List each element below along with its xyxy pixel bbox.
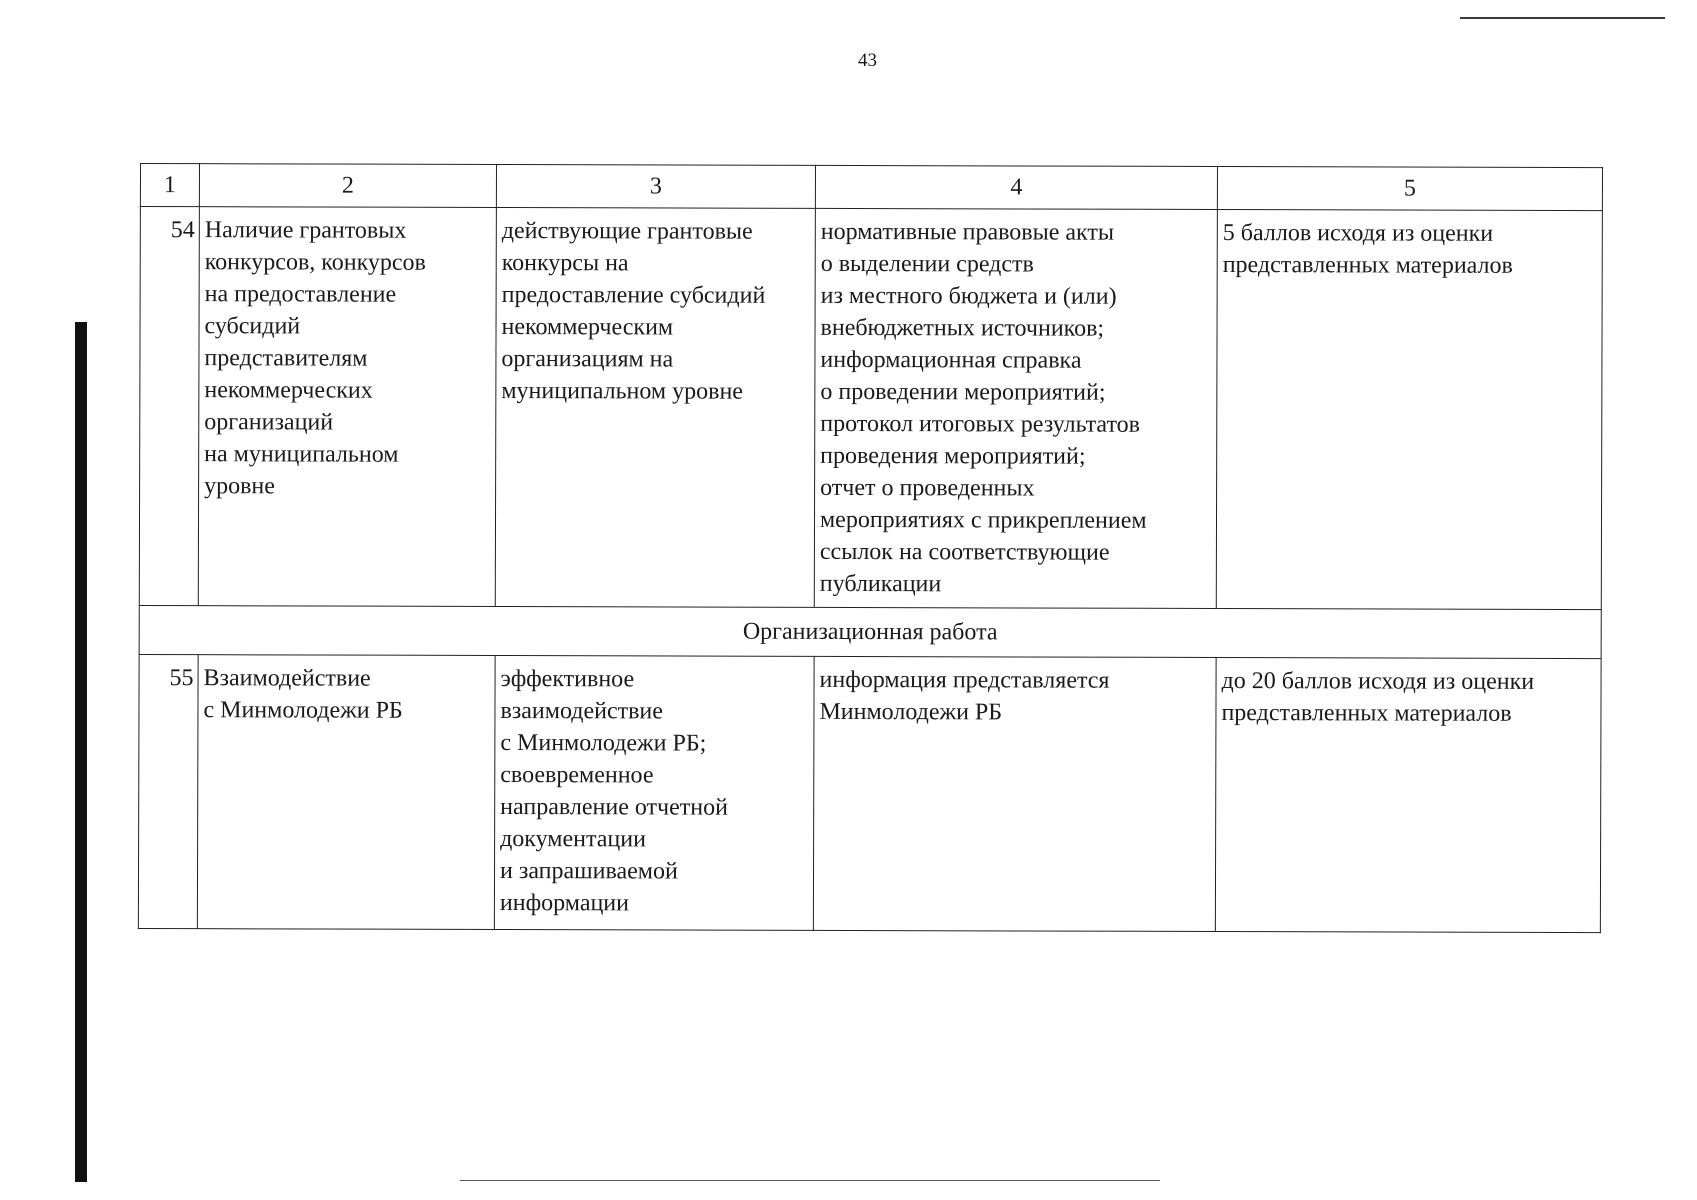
documents-line: из местного бюджета и (или) [820, 282, 1117, 310]
indicator-line: предоставление субсидий [501, 282, 766, 309]
score-line: представленных материалов [1221, 700, 1512, 727]
score-line: представленных материалов [1222, 252, 1513, 279]
score-cell [1215, 658, 1601, 933]
score-line: до 20 баллов исходя из оценки [1221, 668, 1535, 695]
indicator-line: с Минмолодежи РБ; [500, 730, 707, 757]
documents-line: мероприятиях с прикреплением [819, 506, 1147, 534]
table-row [138, 654, 1601, 932]
column-header-2: 2 [199, 164, 496, 208]
page-number: 43 [858, 50, 877, 71]
indicator-line: направление отчетной [500, 794, 728, 821]
scan-margin-bar [75, 322, 87, 1182]
row-number: 55 [138, 654, 198, 928]
score-line: 5 баллов исходя из оценки [1222, 220, 1494, 247]
table-row [139, 207, 1602, 610]
indicator-line: своевременное [500, 762, 654, 789]
column-header-3: 3 [496, 164, 815, 208]
documents-line: информация представляется [819, 666, 1110, 694]
documents-cell [813, 656, 1216, 931]
top-rule [1460, 17, 1665, 19]
criterion-line: уровне [204, 473, 275, 500]
indicator-line: и запрашиваемой [499, 858, 678, 885]
score-cell [1216, 210, 1602, 610]
documents-line: проведения мероприятий; [820, 442, 1086, 470]
column-header-4: 4 [815, 165, 1217, 209]
column-header-5: 5 [1217, 167, 1602, 211]
documents-cell [814, 208, 1217, 608]
documents-line: о выделении средств [820, 250, 1034, 278]
documents-line: публикации [819, 570, 942, 598]
row-number: 54 [139, 207, 199, 606]
criterion-line: некоммерческих [204, 377, 373, 404]
documents-line: отчет о проведенных [820, 474, 1035, 502]
indicator-cell [495, 207, 815, 607]
criterion-line: Наличие грантовых [204, 217, 407, 244]
criterion-line: представителям [204, 345, 368, 372]
criterion-cell [197, 655, 495, 930]
criterion-line: на предоставление [204, 281, 397, 308]
documents-line: о проведении мероприятий; [820, 378, 1106, 406]
table-header-row [140, 164, 1602, 211]
indicator-line: документации [500, 826, 647, 853]
criterion-cell [198, 207, 496, 607]
criterion-line: Взаимодействие [203, 665, 371, 692]
documents-line: ссылок на соответствующие [819, 538, 1110, 566]
indicator-line: действующие грантовые [501, 218, 753, 245]
criteria-table [138, 163, 1603, 933]
criterion-line: субсидий [204, 313, 301, 340]
indicator-line: информации [499, 890, 630, 917]
indicator-cell [494, 655, 814, 930]
bottom-rule [460, 1180, 1160, 1181]
documents-line: Минмолодежи РБ [819, 698, 1003, 726]
criterion-line: конкурсов, конкурсов [204, 249, 426, 276]
section-row [139, 605, 1601, 658]
indicator-line: взаимодействие [500, 698, 663, 725]
column-header-1: 1 [140, 164, 199, 207]
criterion-line: организаций [204, 409, 334, 436]
indicator-line: муниципальном уровне [501, 378, 743, 405]
indicator-line: некоммерческим [501, 314, 674, 341]
section-title: Организационная работа [139, 605, 1601, 658]
criterion-line: на муниципальном [204, 441, 399, 468]
documents-line: протокол итоговых результатов [820, 410, 1141, 438]
documents-line: информационная справка [820, 346, 1082, 374]
documents-line: внебюджетных источников; [820, 314, 1105, 342]
documents-line: нормативные правовые акты [820, 218, 1115, 246]
indicator-line: организациям на [501, 346, 674, 373]
indicator-line: эффективное [500, 666, 635, 693]
criterion-line: с Минмолодежи РБ [203, 697, 403, 724]
indicator-line: конкурсы на [501, 250, 629, 277]
